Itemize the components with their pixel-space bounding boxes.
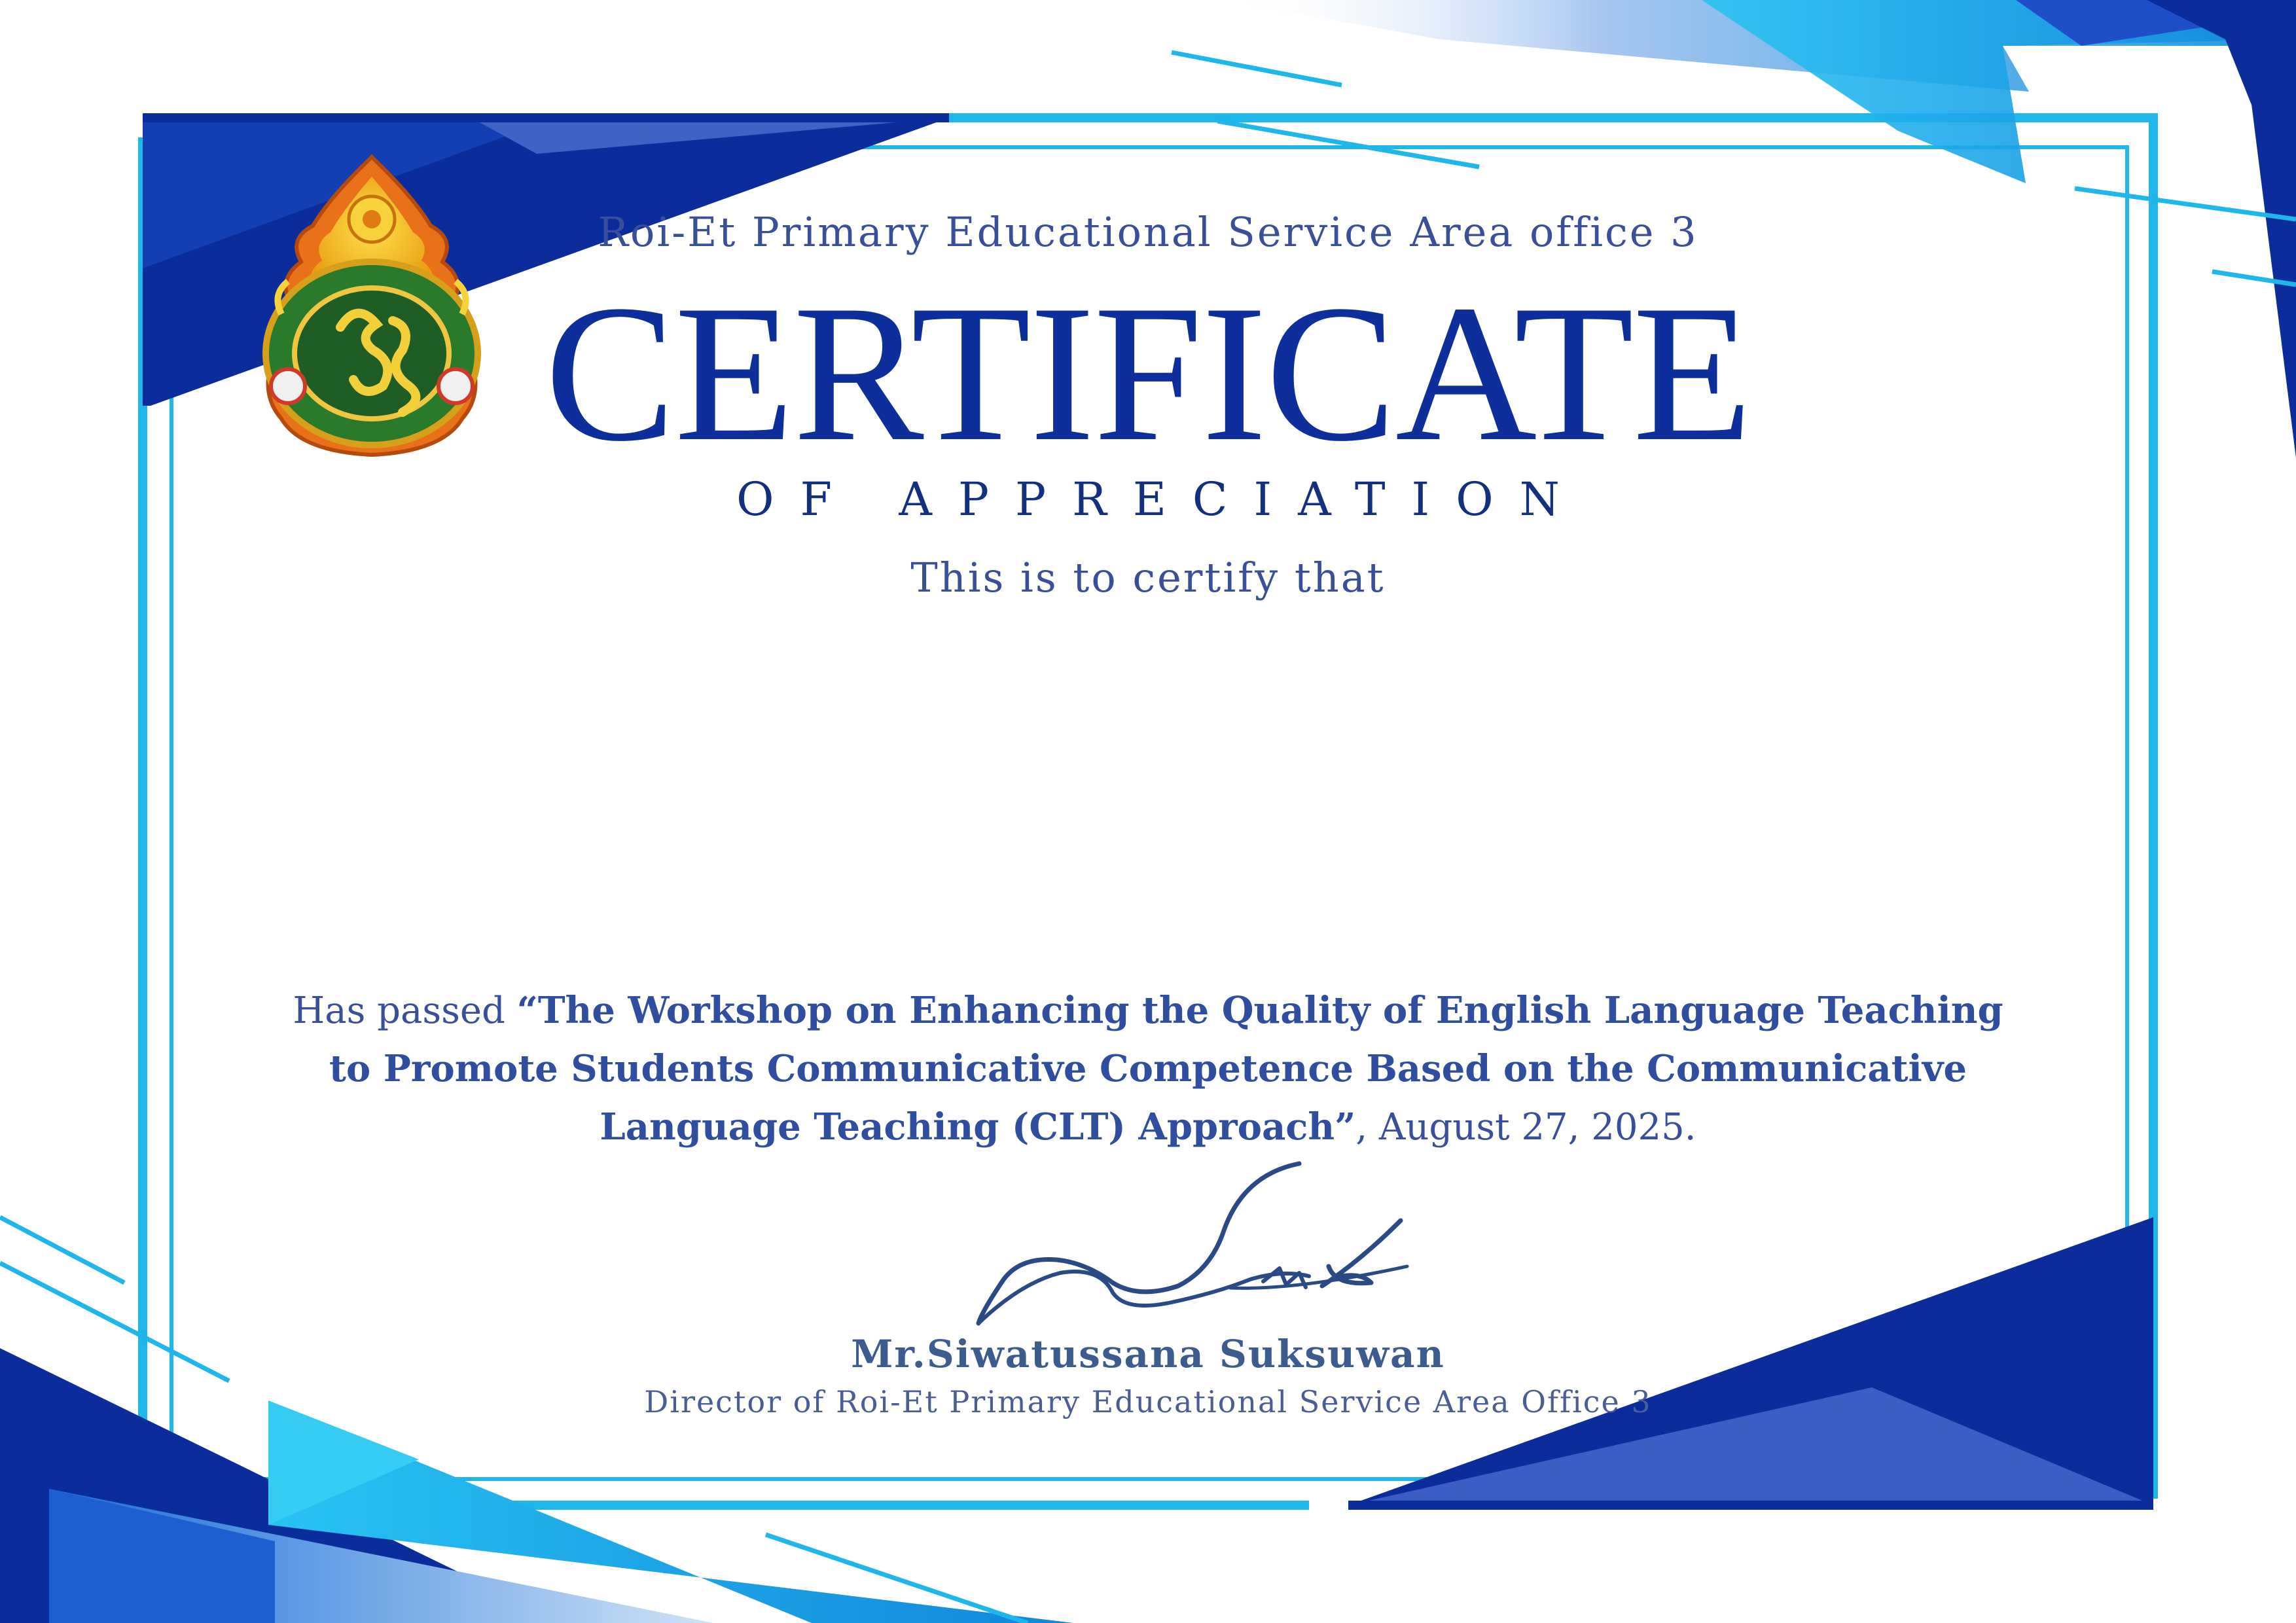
achievement-statement bbox=[275, 982, 2021, 1156]
certificate-subtitle: OF APPRECIATION bbox=[736, 473, 1586, 526]
statement-prefix: Has passed bbox=[293, 990, 517, 1032]
workshop-title: “The Workshop on Enhancing the Quality of English Language Teaching to Promote Students Communicative Competence Based on the Communicative Language Teaching (CLT) Approach” bbox=[329, 989, 2003, 1149]
signatory-position: Director of Roi-Et Primary Educational Service Area Office 3 bbox=[644, 1384, 1652, 1419]
certificate-title: CERTIFICATE bbox=[545, 264, 1751, 482]
issuer-heading: Roi-Et Primary Educational Service Area office 3 bbox=[598, 208, 1698, 256]
signature bbox=[978, 1164, 1407, 1323]
workshop-date: , August 27, 2025. bbox=[1355, 1106, 1696, 1149]
awardee-name bbox=[0, 694, 2296, 903]
certify-lead-text: This is to certify that bbox=[910, 554, 1386, 601]
signatory-name: Mr.Siwatussana Suksuwan bbox=[851, 1332, 1445, 1376]
